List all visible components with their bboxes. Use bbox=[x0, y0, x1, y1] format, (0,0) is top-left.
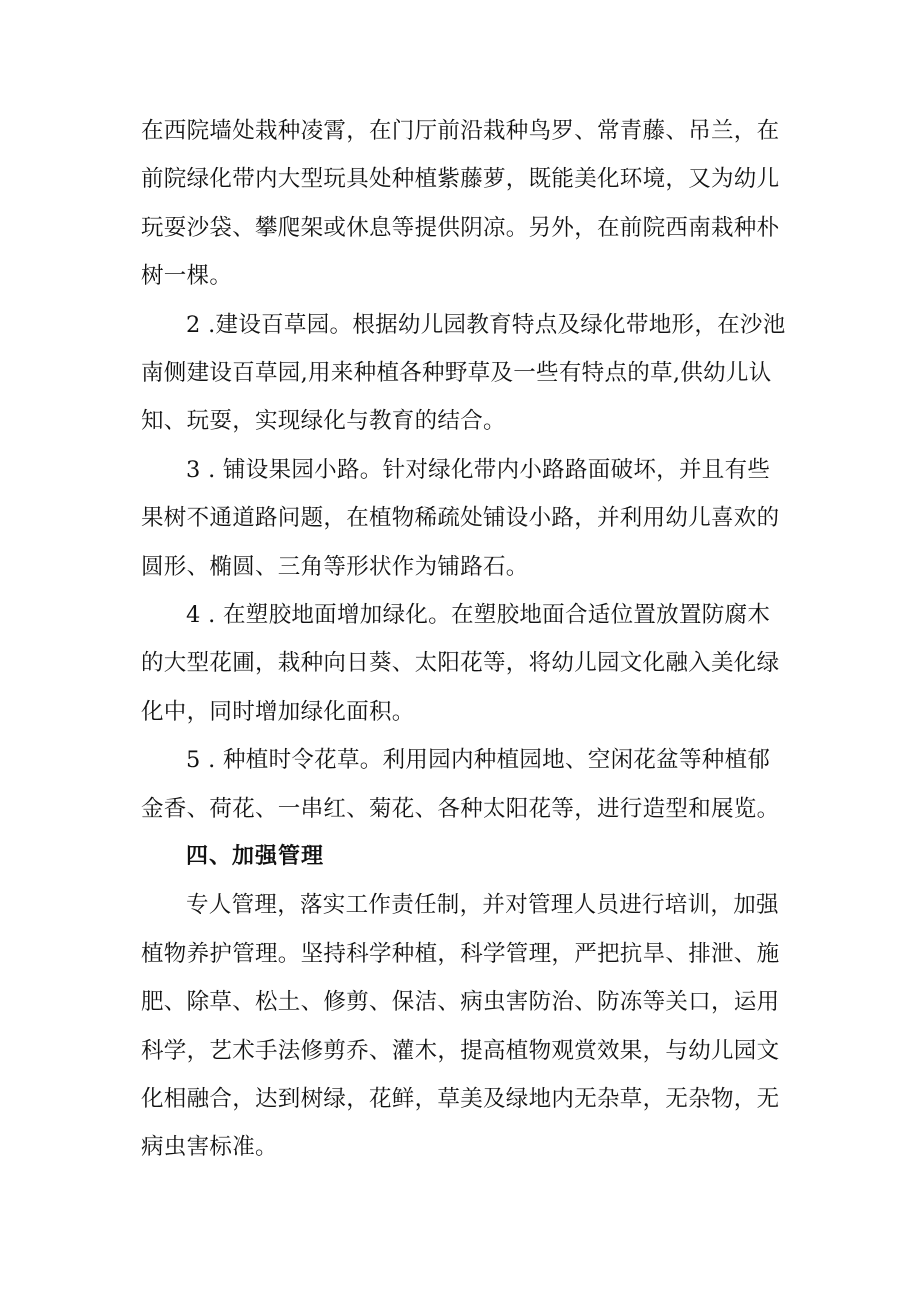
text-line: 科学，艺术手法修剪乔、灌木，提高植物观赏效果，与幼儿园文 bbox=[141, 1038, 780, 1064]
text-line: 植物养护管理。坚持科学种植，科学管理，严把抗旱、排泄、施 bbox=[141, 941, 780, 967]
text-line: 5 . 种植时令花草。利用园内种植园地、空闲花盆等种植郁 bbox=[186, 747, 771, 773]
text-line: 树一棵。 bbox=[141, 263, 233, 289]
text-line: 金香、荷花、一串红、菊花、各种太阳花等，进行造型和展览。 bbox=[141, 796, 780, 822]
text-line: 的大型花圃，栽种向日葵、太阳花等，将幼儿园文化融入美化绿 bbox=[141, 650, 780, 676]
text-line: 在西院墙处栽种凌霄，在门厅前沿栽种鸟罗、常青藤、吊兰，在 bbox=[141, 118, 780, 144]
text-line: 3 . 铺设果园小路。针对绿化带内小路路面破坏，并且有些 bbox=[186, 457, 771, 483]
text-line: 前院绿化带内大型玩具处种植紫藤萝，既能美化环境，又为幼儿 bbox=[141, 166, 780, 192]
text-line: 2 .建设百草园。根据幼儿园教育特点及绿化带地形，在沙池 bbox=[186, 312, 786, 338]
section-heading: 四、加强管理 bbox=[186, 844, 325, 869]
text-line: 肥、除草、松土、修剪、保洁、病虫害防治、防冻等关口，运用 bbox=[141, 989, 780, 1015]
text-line: 化中，同时增加绿化面积。 bbox=[141, 699, 415, 725]
text-line: 专人管理，落实工作责任制，并对管理人员进行培训，加强 bbox=[186, 892, 779, 918]
text-line: 病虫害标准。 bbox=[141, 1134, 278, 1160]
text-line: 化相融合，达到树绿，花鲜，草美及绿地内无杂草，无杂物，无 bbox=[141, 1086, 780, 1112]
text-line: 玩耍沙袋、攀爬架或休息等提供阴凉。另外，在前院西南栽种朴 bbox=[141, 215, 780, 241]
text-line: 知、玩耍，实现绿化与教育的结合。 bbox=[141, 408, 506, 434]
text-line: 南侧建设百草园,用来种植各种野草及一些有特点的草,供幼儿认 bbox=[141, 360, 772, 386]
text-line: 果树不通道路问题，在植物稀疏处铺设小路，并利用幼儿喜欢的 bbox=[141, 505, 780, 531]
text-line: 圆形、椭圆、三角等形状作为铺路石。 bbox=[141, 554, 529, 580]
text-line: 4 . 在塑胶地面增加绿化。在塑胶地面合适位置放置防腐木 bbox=[186, 602, 771, 628]
